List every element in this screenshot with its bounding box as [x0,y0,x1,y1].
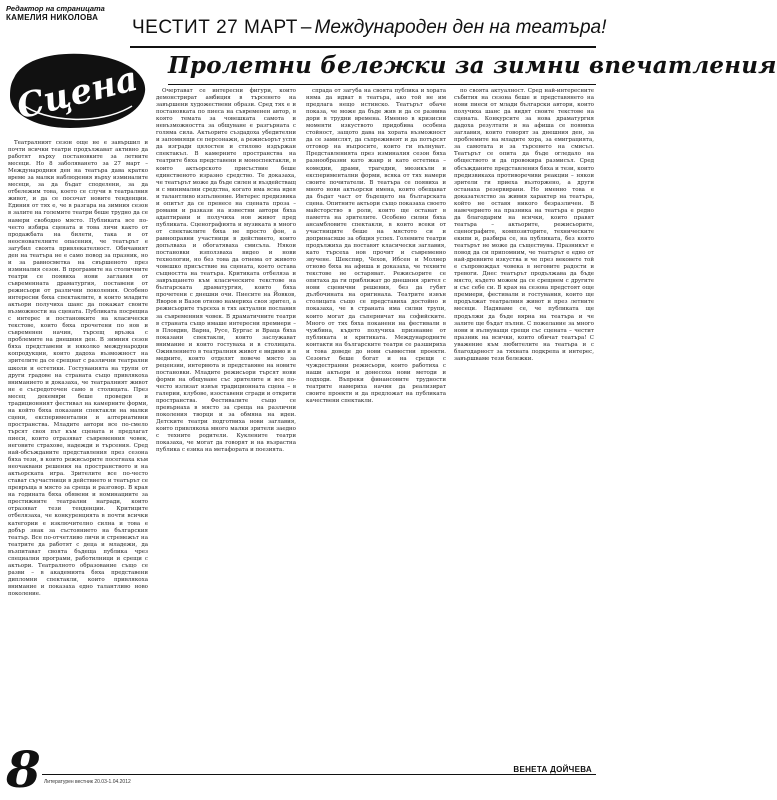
article-column-3-text: спрада от загуба на своята публика и хората няма да идват в театъра, ако той не им предлага нещо истинско. Театърът обаче показа, че може да бъде жив и да се развива дори в трудни времена. Именно в кризисни моменти изкуството придобива особена стойност, защото дава на хората възможност да се замислят, да съпреживеят и да потърсят отговор на въпросите, които ги вълнуват. Представленията през изминалия сезон бяха разнообразни като жанр и като естетика – комедии, драми, трагедии, мюзикъли и експериментални форми, всяка от тях намери своите почитатели. В театъра се появиха и много нови актьорски имена, които обещават да бъдат част от бъдещето на българската сцена. Опитните актьори също показаха своето майсторство в роли, които ще останат в паметта на зрителите. Особено силни бяха ансамбловите спектакли, в които всеки от участниците беше на мястото си и допринасяше за общия успех. Големите театри продължиха да поставят класически заглавия, като търсеха нов прочит и съвременно звучене. Шекспир, Чехов, Ибсен и Молиер отново бяха на афиша и доказаха, че техните текстове не остаряват. Режисьорите се опитаха да ги приближат до днешния зрител с нови сценични решения, без да губят дълбочината на оригинала. Театрите извън столицата също се представиха достойно и показаха, че в страната има силни трупи, които могат да съперничат на софийските. Много от тях бяха поканени на фестивали в чужбина, където получиха признание от публиката и критиката. Международните контакти на българските театри се разшириха и това доведе до нови съвместни проекти. Сезонът беше богат и на срещи с чуждестранни режисьори, които работиха с наши актьори и донесоха нови методи и подходи. Въпреки финансовите трудности театрите намериха начин да реализират своите проекти и да предложат на публиката качествени спектакли. [306,88,446,405]
section-logo [4,48,152,136]
title-rule [168,84,596,85]
article-title: Пролетни бележки за зимни впечатления [168,52,777,79]
article-column-4 [454,88,594,748]
section-logo-graphic [4,48,152,136]
header-rule [130,46,596,48]
article-column-2 [156,88,296,748]
headline-event: Международен ден на театъра! [314,17,607,38]
page-editor-credit [6,4,128,44]
page-number: 8 [6,740,41,799]
publication-footer: Литературен вестник 20.03-1.04.2012 [44,779,131,785]
article-column-1 [8,140,148,740]
editor-label: Редактор на страницата [6,4,105,13]
section-logo-text: Сцена [12,58,142,128]
headline-separator: – [300,17,312,38]
article-column-2-text: Очертават се интересни фигури, които демонстрират амбиция в търсенето на завършени художествени образи. Сред тях е и постановката по пиеса на съвременен автор, в която темата за човешката самота и невъзможността за общуване е разгърната с голяма сила. Актьорите създадоха убедителни и запомнящи се персонажи, а режисьорът успя да изгради цялостен и стилово издържан спектакъл. В камерните пространства на театрите бяха представени и моноспектакли, в които актьорското присъствие беше единственото изразно средство. Те доказаха, че театърът може да бъде силен и въздействащ и с минимални средства, когато има ясна идея и талантливо изпълнение. Интерес предизвика и опитът да се пренесе на сцената проза – романи и разкази на известни автори бяха адаптирани и получиха нов живот пред публиката. Сценографията и музиката в много от спектаклите бяха не просто фон, а равноправни участници в действието, които допълваха и обогатяваха смисъла. Някои постановки използваха видео и нови технологии, но без това да отнема от живото човешко присъствие на сцената, което остава същността на театъра. Критиката отбеляза и завръщането към класическите текстове на българската драматургия, които бяха прочетени с днешни очи. Пиесите на Йовков, Яворов и Вазов отново намериха своя зрител, а режисьорите търсеха в тях актуални послания за съвременния човек. В драматичните театри в страната също имаше интересни премиери – в Пловдив, Варна, Русе, Бургас и Враца бяха показани спектакли, които заслужават внимание и които гостуваха и в столицата. Оживлението в театралния живот е видимо и в медиите, които отделят повече място за рецензии, интервюта и представяне на новите постановки. Младите режисьори търсят нови форми на общуване със зрителите и все по-често излизат извън традиционната сцена – в галерии, клубове, изоставени сгради и открити пространства. Фестивалите също се превърнаха в място за среща на различни поколения творци и за обмяна на идеи. Детските театри подготвиха нови заглавия, които привлякоха много малки зрители заедно с техните родители. Куклените театри показаха, че могат да говорят и на възрастна публика с езика на метафората и поезията. [156,88,296,454]
article-column-4-text: по своята актуалност. Сред най-интересните събития на сезона беше и представянето на нови пиеси от млади български автори, които получиха шанс да видят своите текстове на сцената. Конкурсите за нова драматургия дадоха резултати и на афиша се появиха заглавия, които говорят за днешния ден, за проблемите на младите хора, за емиграцията, за самотата и за търсенето на смисъл. Театърът се опита да бъде огледало на обществото и да провокира размисъл. Сред обсъжданите представления бяха и тези, които предизвикаха противоречиви реакции – някои зрители ги приеха възторжено, а други останаха резервирани. Но именно това е доказателство за живия характер на театъра, който не оставя никого безразличен. В навечерието на празника на театъра е редно да благодарим на всички, които правят театъра – актьорите, режисьорите, сценографите, композиторите, техническите екипи и, разбира се, на публиката, без която театърът не може да съществува. Празникът е повод да си припомним, че театърът е едно от най-древните изкуства и че през вековете той е съпровождал човека в неговите радости и тревоги. Днес театърът продължава да бъде място, където можем да се срещнем с другите и със себе си. В края на сезона предстоят още премиери, фестивали и гостувания, които ще продължат театралния живот и през летните месеци. Надяваме се, че публиката ще продължи да бъде вярна на театъра и че залите ще бъдат пълни. С пожелание за много нови и вълнуващи срещи със сцената – честит празник на всички, които обичат театъра! С уважение към любителите на театъра и с благодарност за тяхната подкрепа и интерес, завършваме тези бележки. [454,88,594,362]
page-headline [132,14,607,42]
editor-name: КАМЕЛИЯ НИКОЛОВА [6,13,99,22]
article-author: ВЕНЕТА ДОЙЧЕВА [513,765,592,774]
article-column-3 [306,88,446,748]
headline-date: ЧЕСТИТ 27 МАРТ [132,17,298,38]
article-column-1-text: Театралният сезон още не е завършил и почти всички театри продължават активно да работят върху постановките за летните месеци. Но 8 заболяването за 27 март – Международния ден на театъра дава кратко време за малки наблюдения върху изминалите месеци, за да бъдат споделени, за да отбележим това, което се случи в театралния живот, и да се посочат новите тенденции. Единия от тях е, че в разгара на зимния сезон в залите на големите театри беше трудно да се намери свободно място. Публиката все по-често избира сцената и това личи както от продажбата на билети, така и от неоснователните опасения, че театърът е загубил своята привлекателност. Обичаният ден на театъра не е само повод за празник, но и за равносметка на свършеното през изминалия сезон. В програмите на столичните театри се появиха нови заглавия от съвременната драматургия, поставени от режисьори от различни поколения. Особено интересни бяха спектаклите, в които младите актьори получиха шанс да покажат своите възможности на сцената. Публиката посрещна с интерес и постановките на класически текстове, които бяха прочетени по нов и съвременен начин, търсещ връзка с проблемите на днешния ден. В зимния сезон бяха представени и няколко международни копродукции, които дадоха възможност на зрителите да се срещнат с различни театрални школи и естетики. Гостуванията на трупи от други градове на страната също привлякоха вниманието и доказаха, че театралният живот не е съсредоточен само в столицата. През месец декември беше проведен и традиционният фестивал на камерните форми, на който бяха показани спектакли на малки сцени, експериментални и алтернативни пространства. Младите автори все по-смело търсят своя път към сцената и предлагат пиеси, които отразяват съвременния човек, неговите страхове, надежди и търсения. Сред най-обсъжданите представления през сезона бяха тези, в които режисьорите посегнаха към неочаквани решения на пространството и на актьорската игра. Зрителите все по-често стават съучастници в действието и театърът се превръща в място за среща и разговор. В края на годината бяха обявени и номинациите за престижните театрални награди, които отразяват тези тенденции. Критиците отбелязаха, че конкуренцията в почти всички категории е изключително силна и това е добър знак за състоянието на българския театър. Все по-отчетливо личи и стремежът на театрите да работят с деца и младежи, да възпитават своята бъдеща публика чрез специални програми, работилници и срещи с актьори. Театралното образование също се разви – в академията бяха представени дипломни спектакли, които привлякоха внимание и показаха едно талантливо ново поколение. [8,140,148,597]
